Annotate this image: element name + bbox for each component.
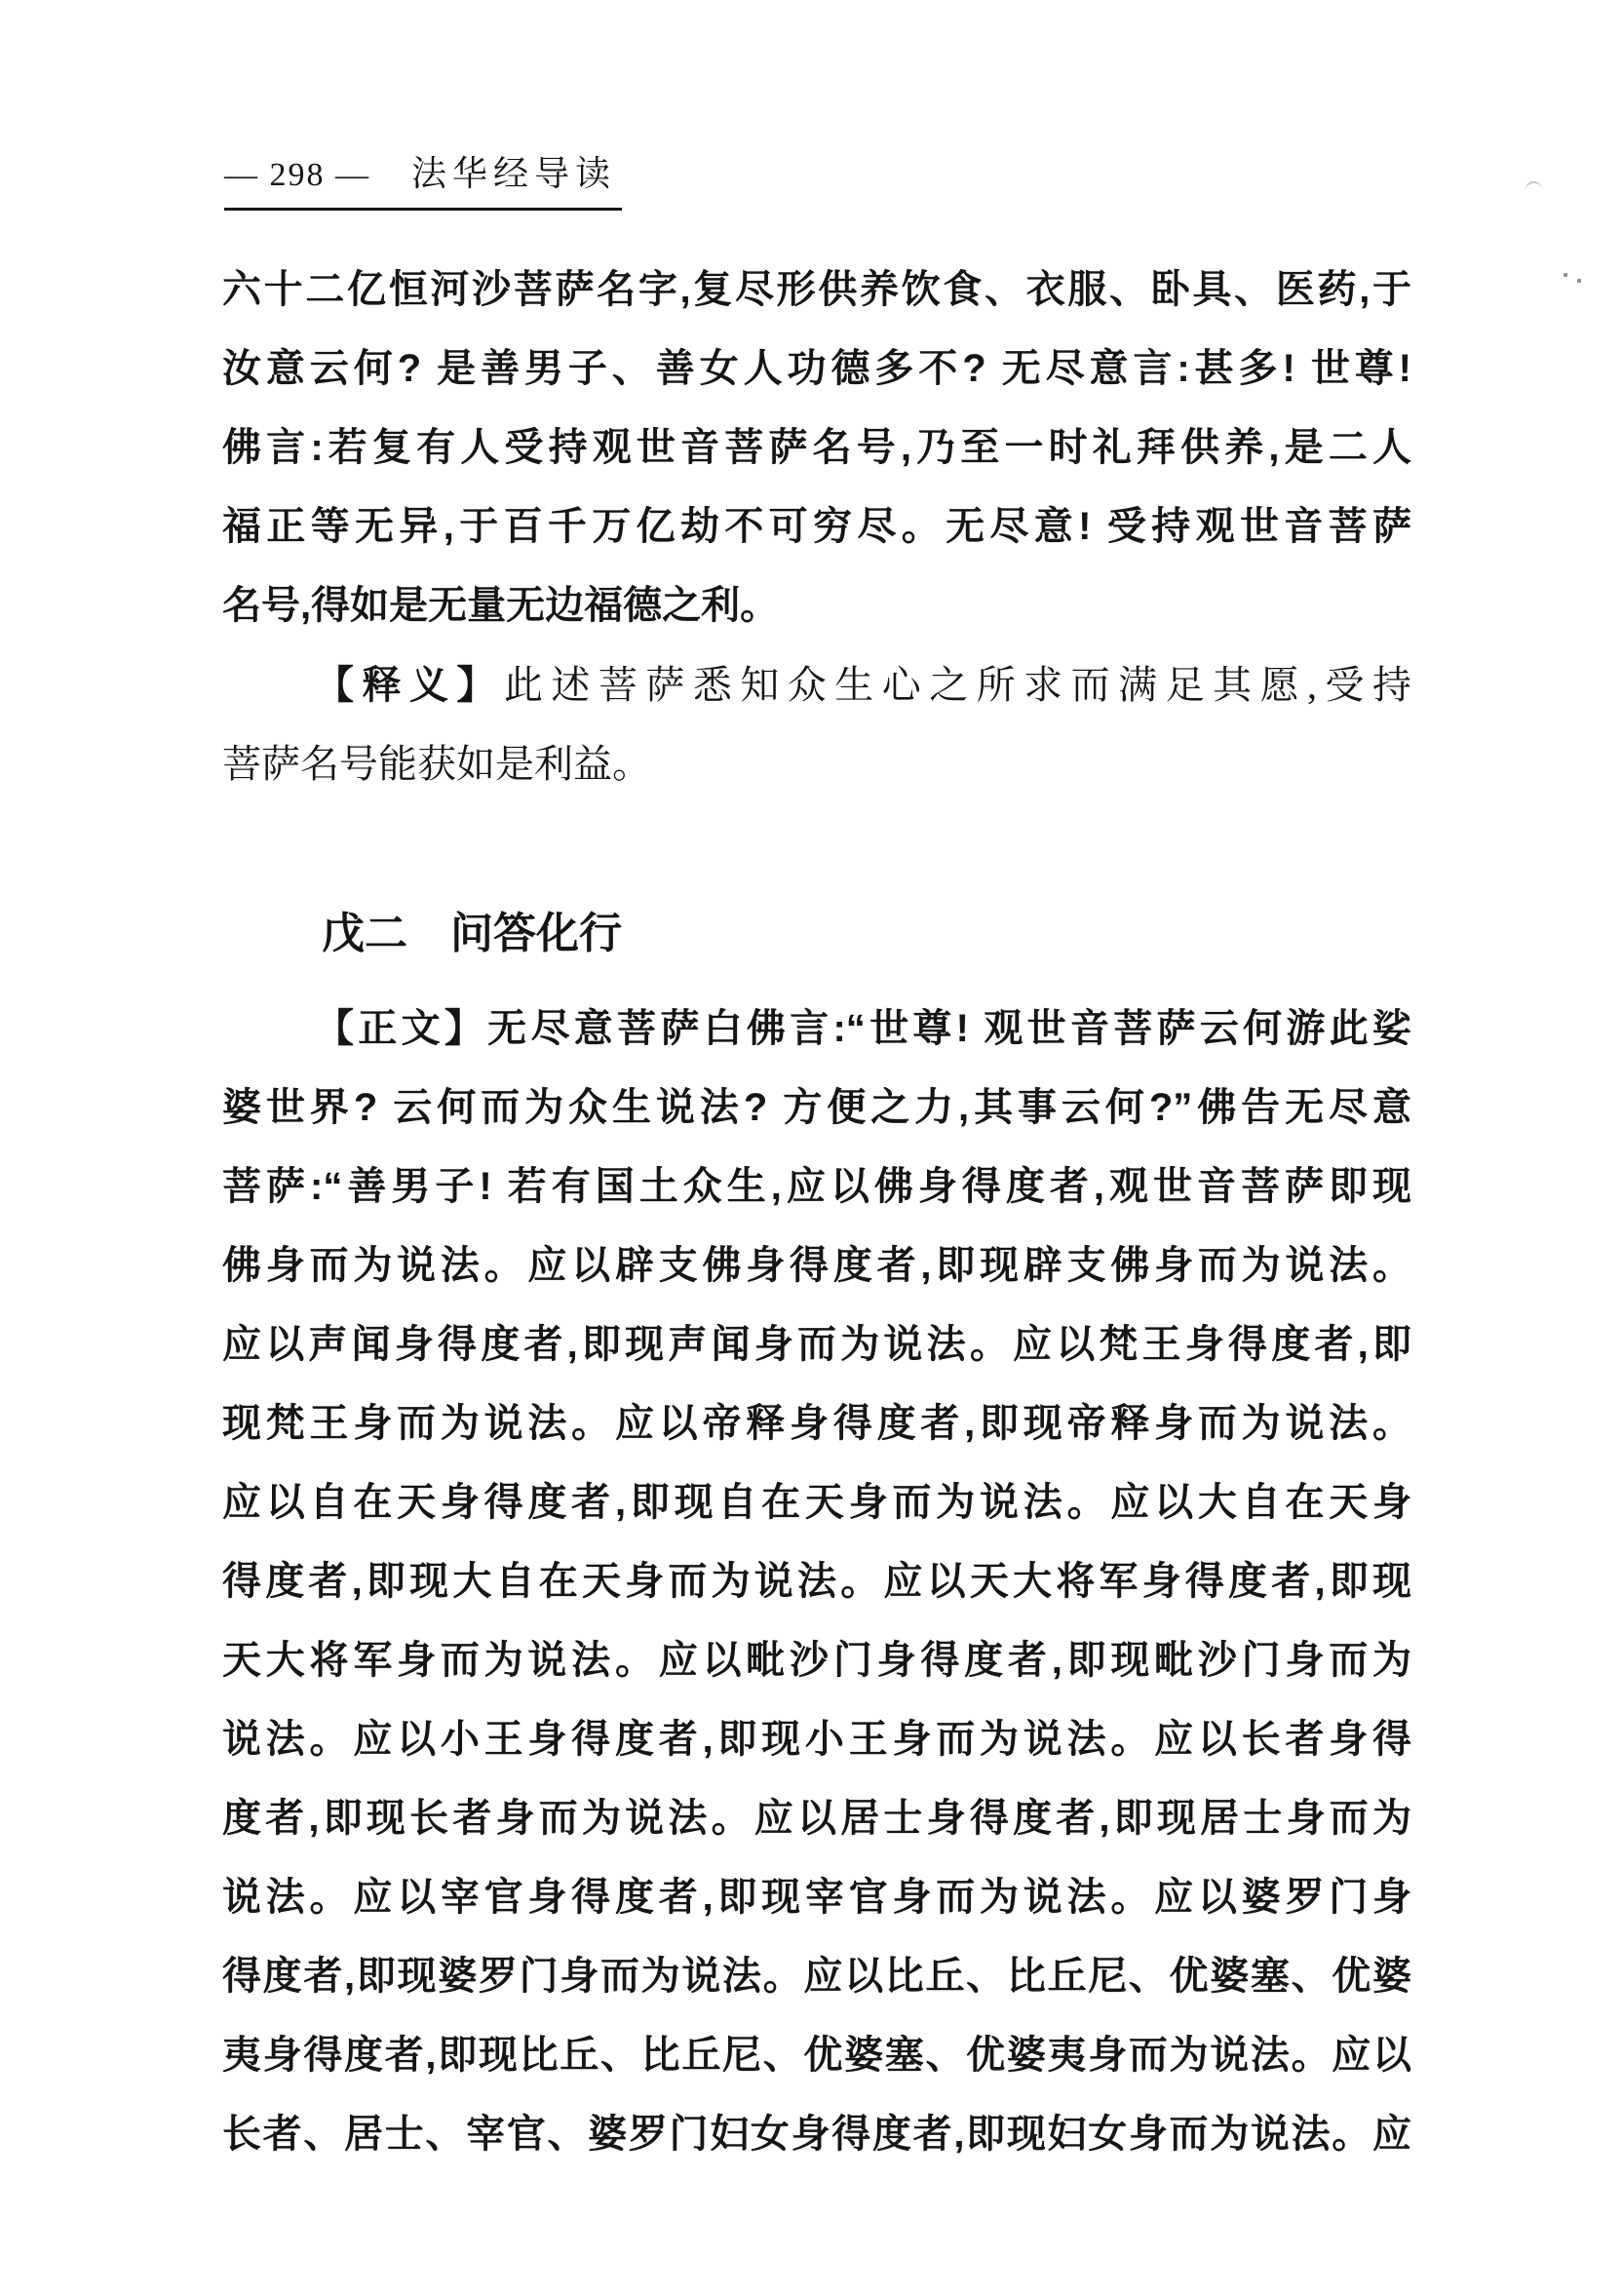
zhengwen-line [222, 990, 1411, 1069]
scripture-line: 佛言:若复有人受持观世音菩萨名号,乃至一时礼拜供养,是二人 [222, 426, 1411, 469]
shiyi-line: 菩萨名号能获如是利益。 [222, 742, 651, 786]
section-heading-title: 问答化行 [450, 910, 622, 957]
zhengwen-line: 现梵王身而为说法。应以帝释身得度者,即现帝释身而为说法。 [222, 1402, 1411, 1445]
book-title: 法华经导读 [411, 154, 617, 193]
running-header [224, 146, 622, 211]
scripture-line: 汝意云何? 是善男子、善女人功德多不? 无尽意言:甚多! 世尊! [222, 347, 1411, 390]
shiyi-text: 此述菩萨悉知众生心之所求而满足其愿,受持 [503, 663, 1412, 707]
section-heading [322, 905, 622, 963]
scripture-line: 名号,得如是无量无边福德之利。 [222, 584, 780, 627]
zhengwen-label: 【正文】 [315, 1007, 488, 1050]
zhengwen-line: 天大将军身而为说法。应以毗沙门身得度者,即现毗沙门身而为 [222, 1639, 1411, 1682]
shiyi-label: 【释义】 [315, 663, 504, 707]
scripture-line: 六十二亿恒河沙菩萨名字,复尽形供养饮食、衣服、卧具、医药,于 [222, 268, 1411, 311]
zhengwen-line: 佛身而为说法。应以辟支佛身得度者,即现辟支佛身而为说法。 [222, 1244, 1411, 1287]
zhengwen-line: 得度者,即现婆罗门身而为说法。应以比丘、比丘尼、优婆塞、优婆 [222, 1955, 1411, 1998]
zhengwen-line: 得度者,即现大自在天身而为说法。应以天大将军身得度者,即现 [222, 1560, 1411, 1603]
page-number: — 298 — [224, 157, 370, 193]
shiyi-line [222, 645, 1411, 724]
zhengwen-paragraph [222, 990, 1411, 2174]
scan-artifact [1564, 273, 1585, 285]
zhengwen-line: 婆世界? 云何而为众生说法? 方便之力,其事云何?”佛告无尽意 [222, 1086, 1411, 1129]
zhengwen-line: 说法。应以小王身得度者,即现小王身而为说法。应以长者身得 [222, 1718, 1411, 1761]
zhengwen-text: 无尽意菩萨白佛言:“世尊! 观世音菩萨云何游此娑 [487, 1007, 1412, 1050]
scan-artifact [1524, 180, 1542, 192]
zhengwen-line: 夷身得度者,即现比丘、比丘尼、优婆塞、优婆夷身而为说法。应以 [222, 2034, 1411, 2077]
zhengwen-line: 说法。应以宰官身得度者,即现宰官身而为说法。应以婆罗门身 [222, 1876, 1411, 1919]
section-heading-number: 戊二 [322, 910, 407, 957]
zhengwen-line: 长者、居士、宰官、婆罗门妇女身得度者,即现妇女身而为说法。应 [222, 2113, 1411, 2156]
zhengwen-line: 应以声闻身得度者,即现声闻身而为说法。应以梵王身得度者,即 [222, 1323, 1411, 1366]
scripture-line: 福正等无异,于百千万亿劫不可穷尽。无尽意! 受持观世音菩萨 [222, 505, 1411, 548]
zhengwen-line: 度者,即现长者身而为说法。应以居士身得度者,即现居士身而为 [222, 1797, 1411, 1840]
zhengwen-line: 应以自在天身得度者,即现自在天身而为说法。应以大自在天身 [222, 1481, 1411, 1524]
scripture-paragraph [222, 251, 1411, 645]
shiyi-paragraph [222, 645, 1411, 803]
zhengwen-line: 菩萨:“善男子! 若有国土众生,应以佛身得度者,观世音菩萨即现 [222, 1165, 1411, 1208]
